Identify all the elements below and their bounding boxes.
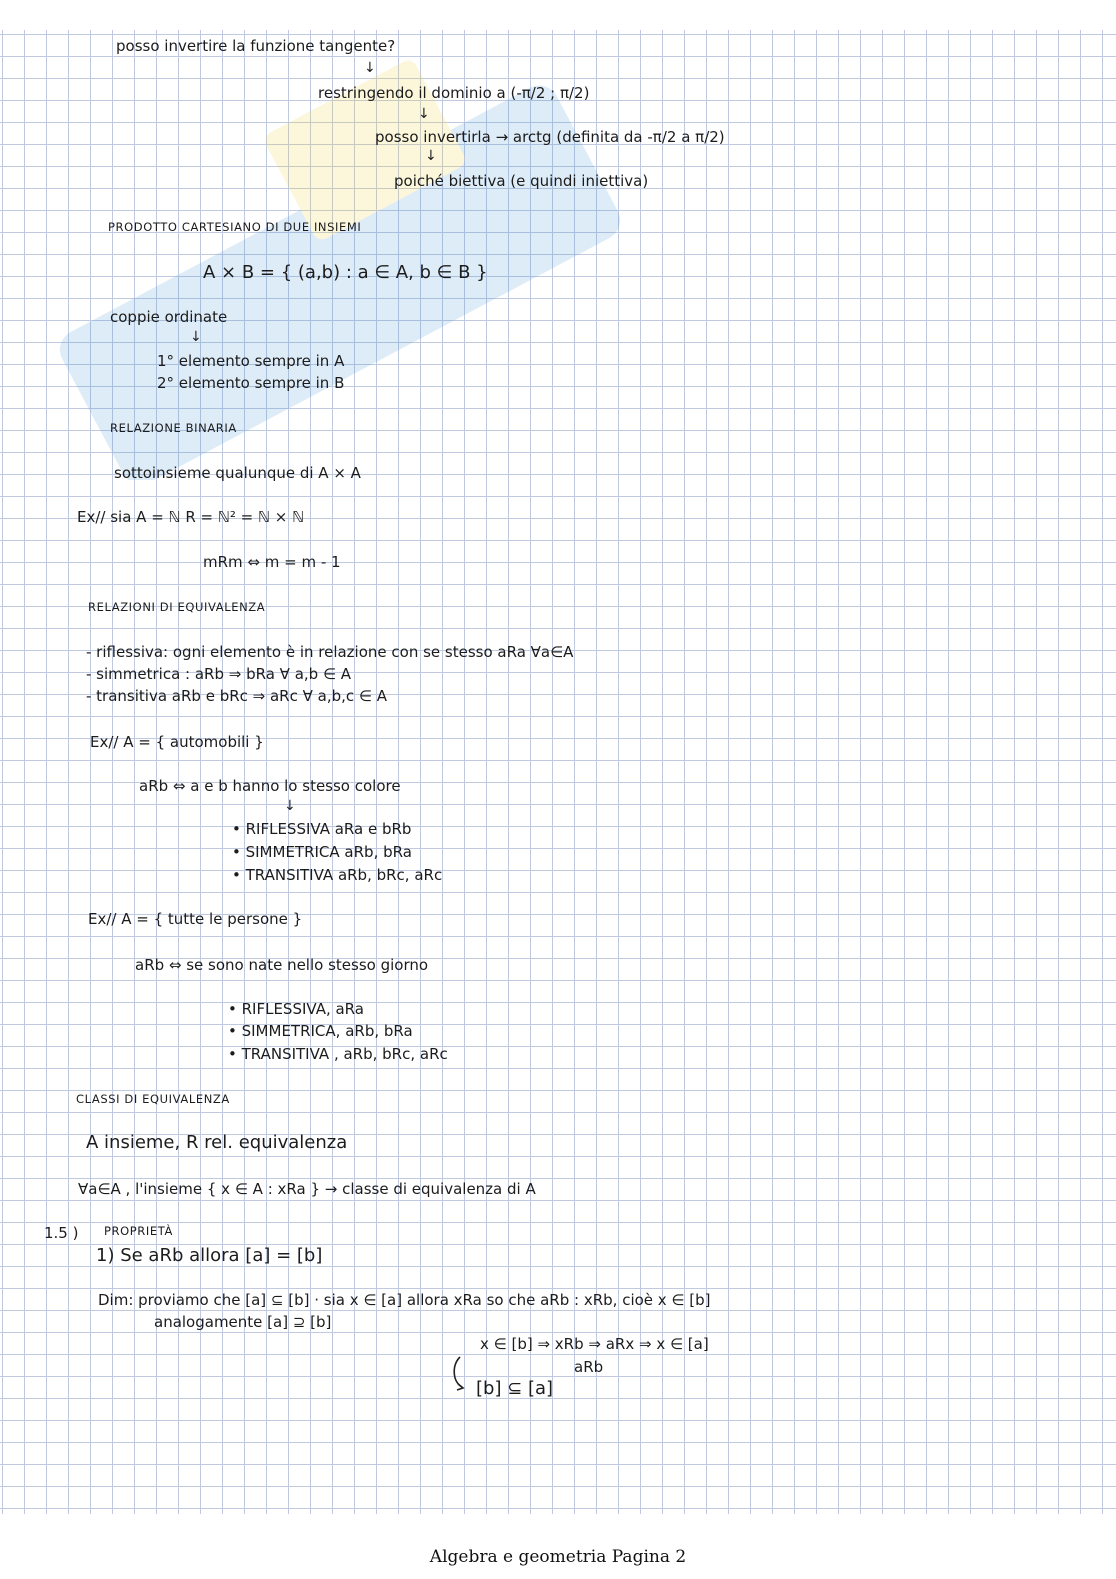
heading-classi-equivalenza: CLASSI DI EQUIVALENZA (76, 1092, 230, 1106)
section-number: 1.5 ) (44, 1224, 79, 1242)
secondo-elemento: 2° elemento sempre in B (157, 374, 345, 392)
property-simmetrica: - simmetrica : aRb ⇒ bRa ∀ a,b ∈ A (86, 665, 352, 683)
example-3: Ex// A = { tutte le persone } (88, 910, 303, 928)
property-1: 1) Se aRb allora [a] = [b] (96, 1245, 323, 1266)
down-arrow-icon: ↓ (418, 106, 430, 122)
ex3-riflessiva: • RIFLESSIVA, aRa (228, 1000, 364, 1018)
arb-giorno: aRb ⇔ se sono nate nello stesso giorno (135, 956, 429, 974)
page-footer: Algebra e geometria Pagina 2 (429, 1547, 687, 1567)
ex2-transitiva: • TRANSITIVA aRb, bRc, aRc (232, 866, 443, 884)
classe-equivalenza-def: ∀a∈A , l'insieme { x ∈ A : xRa } → classe di equivalenza di A (78, 1180, 536, 1198)
cartesian-product-formula: A × B = { (a,b) : a ∈ A, b ∈ B } (203, 262, 488, 283)
arb-note: aRb (574, 1358, 604, 1376)
b-subset-a: [b] ⊆ [a] (476, 1378, 554, 1399)
mrm-relation: mRm ⇔ m = m - 1 (203, 553, 341, 571)
proof-chain: x ∈ [b] ⇒ xRb ⇒ aRx ⇒ x ∈ [a] (480, 1335, 709, 1353)
down-arrow-icon: ↓ (425, 148, 437, 164)
dimostrazione: Dim: proviamo che [a] ⊆ [b] · sia x ∈ [a] allora xRa so che aRb : xRb, cioè x ∈ [b] (98, 1291, 711, 1309)
example-1: Ex// sia A = ℕ R = ℕ² = ℕ × ℕ (77, 508, 305, 526)
heading-proprieta: PROPRIETÀ (104, 1224, 173, 1238)
note-line-4: poiché biettiva (e quindi iniettiva) (394, 172, 649, 190)
ex3-transitiva: • TRANSITIVA , aRb, bRc, aRc (228, 1045, 448, 1063)
ex2-simmetrica: • SIMMETRICA aRb, bRa (232, 843, 412, 861)
a-insieme-line: A insieme, R rel. equivalenza (86, 1132, 348, 1153)
note-line-2: restringendo il dominio a (-π/2 ; π/2) (318, 84, 590, 102)
heading-relazione-binaria: RELAZIONE BINARIA (110, 421, 237, 435)
note-line-1: posso invertire la funzione tangente? (116, 37, 396, 55)
down-arrow-icon: ↓ (190, 329, 202, 345)
down-arrow-icon: ↓ (364, 60, 376, 76)
arb-colore: aRb ⇔ a e b hanno lo stesso colore (139, 777, 401, 795)
primo-elemento: 1° elemento sempre in A (157, 352, 345, 370)
coppie-ordinate: coppie ordinate (110, 308, 228, 326)
sottoinsieme-line: sottoinsieme qualunque di A × A (114, 464, 361, 482)
down-arrow-icon: ↓ (284, 798, 296, 814)
example-2: Ex// A = { automobili } (90, 733, 264, 751)
heading-prodotto-cartesiano: PRODOTTO CARTESIANO DI DUE INSIEMI (108, 220, 362, 234)
heading-relazioni-equivalenza: RELAZIONI DI EQUIVALENZA (88, 600, 266, 614)
property-transitiva: - transitiva aRb e bRc ⇒ aRc ∀ a,b,c ∈ A (86, 687, 388, 705)
analogamente: analogamente [a] ⊇ [b] (154, 1313, 332, 1331)
note-line-3: posso invertirla → arctg (definita da -π/2 a π/2) (375, 128, 725, 146)
ex3-simmetrica: • SIMMETRICA, aRb, bRa (228, 1022, 413, 1040)
ex2-riflessiva: • RIFLESSIVA aRa e bRb (232, 820, 412, 838)
property-riflessiva: - riflessiva: ogni elemento è in relazione con se stesso aRa ∀a∈A (86, 643, 574, 661)
